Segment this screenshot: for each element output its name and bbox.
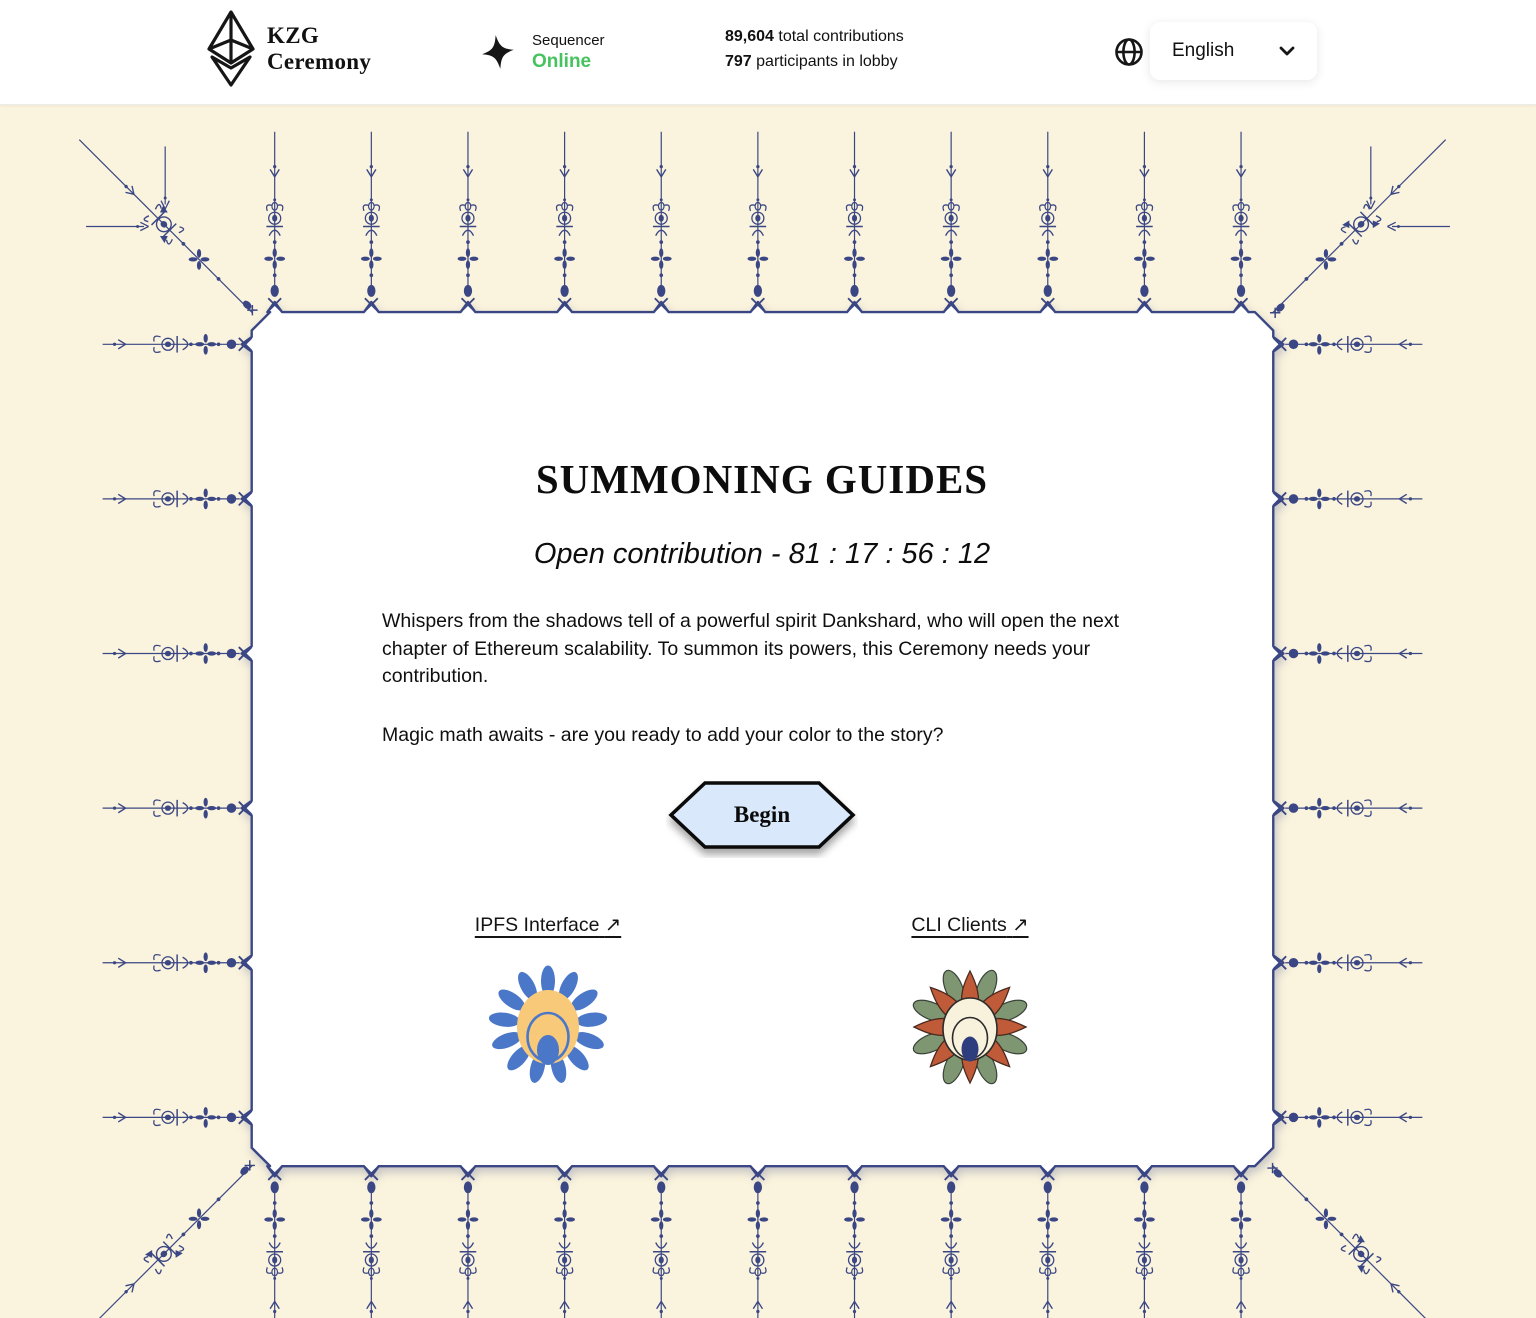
- ipfs-flower-ornament: [398, 963, 698, 1090]
- app-logo[interactable]: [205, 8, 371, 90]
- intro-paragraph: Whispers from the shadows tell of a powerful spirit Dankshard, who will open the next chapter of Ethereum scalability. To summon its powers, this Ceremony needs your contribution.: [382, 610, 1120, 688]
- header: [0, 0, 1536, 105]
- page-title: SUMMONING GUIDES: [535, 456, 989, 502]
- ipfs-interface-link[interactable]: IPFS Interface ↗: [474, 914, 622, 936]
- cli-clients-link[interactable]: CLI Clients ↗: [911, 914, 1029, 936]
- countdown-subtitle: Open contribution - 81 : 17 : 56 : 12: [533, 538, 991, 570]
- total-contributions: 89,604 total contributions: [725, 28, 904, 45]
- ceremony-stats: [725, 24, 904, 74]
- begin-button[interactable]: [666, 776, 858, 858]
- sequencer-status-badge: Online: [532, 50, 592, 72]
- decorative-background: [0, 105, 1536, 1318]
- external-link-icon: ↗: [604, 914, 622, 936]
- external-link-icon: ↗: [1012, 914, 1029, 936]
- lobby-participants: 797 participants in lobby: [725, 53, 898, 70]
- app-title: KZG Ceremony: [267, 23, 372, 74]
- language-selector[interactable]: [1150, 22, 1317, 80]
- sparkle-icon: [480, 24, 516, 80]
- ethereum-logo-icon: [205, 8, 257, 90]
- sequencer-label: Sequencer: [532, 31, 605, 49]
- summoning-card: [207, 330, 1317, 1258]
- cli-flower-ornament: [820, 963, 1120, 1094]
- globe-icon: [1113, 36, 1145, 68]
- begin-button-label: Begin: [733, 802, 791, 827]
- language-selected-value: English: [1172, 40, 1235, 61]
- cta-paragraph: Magic math awaits - are you ready to add your color to the story?: [382, 724, 944, 746]
- chevron-down-icon: [1277, 41, 1297, 61]
